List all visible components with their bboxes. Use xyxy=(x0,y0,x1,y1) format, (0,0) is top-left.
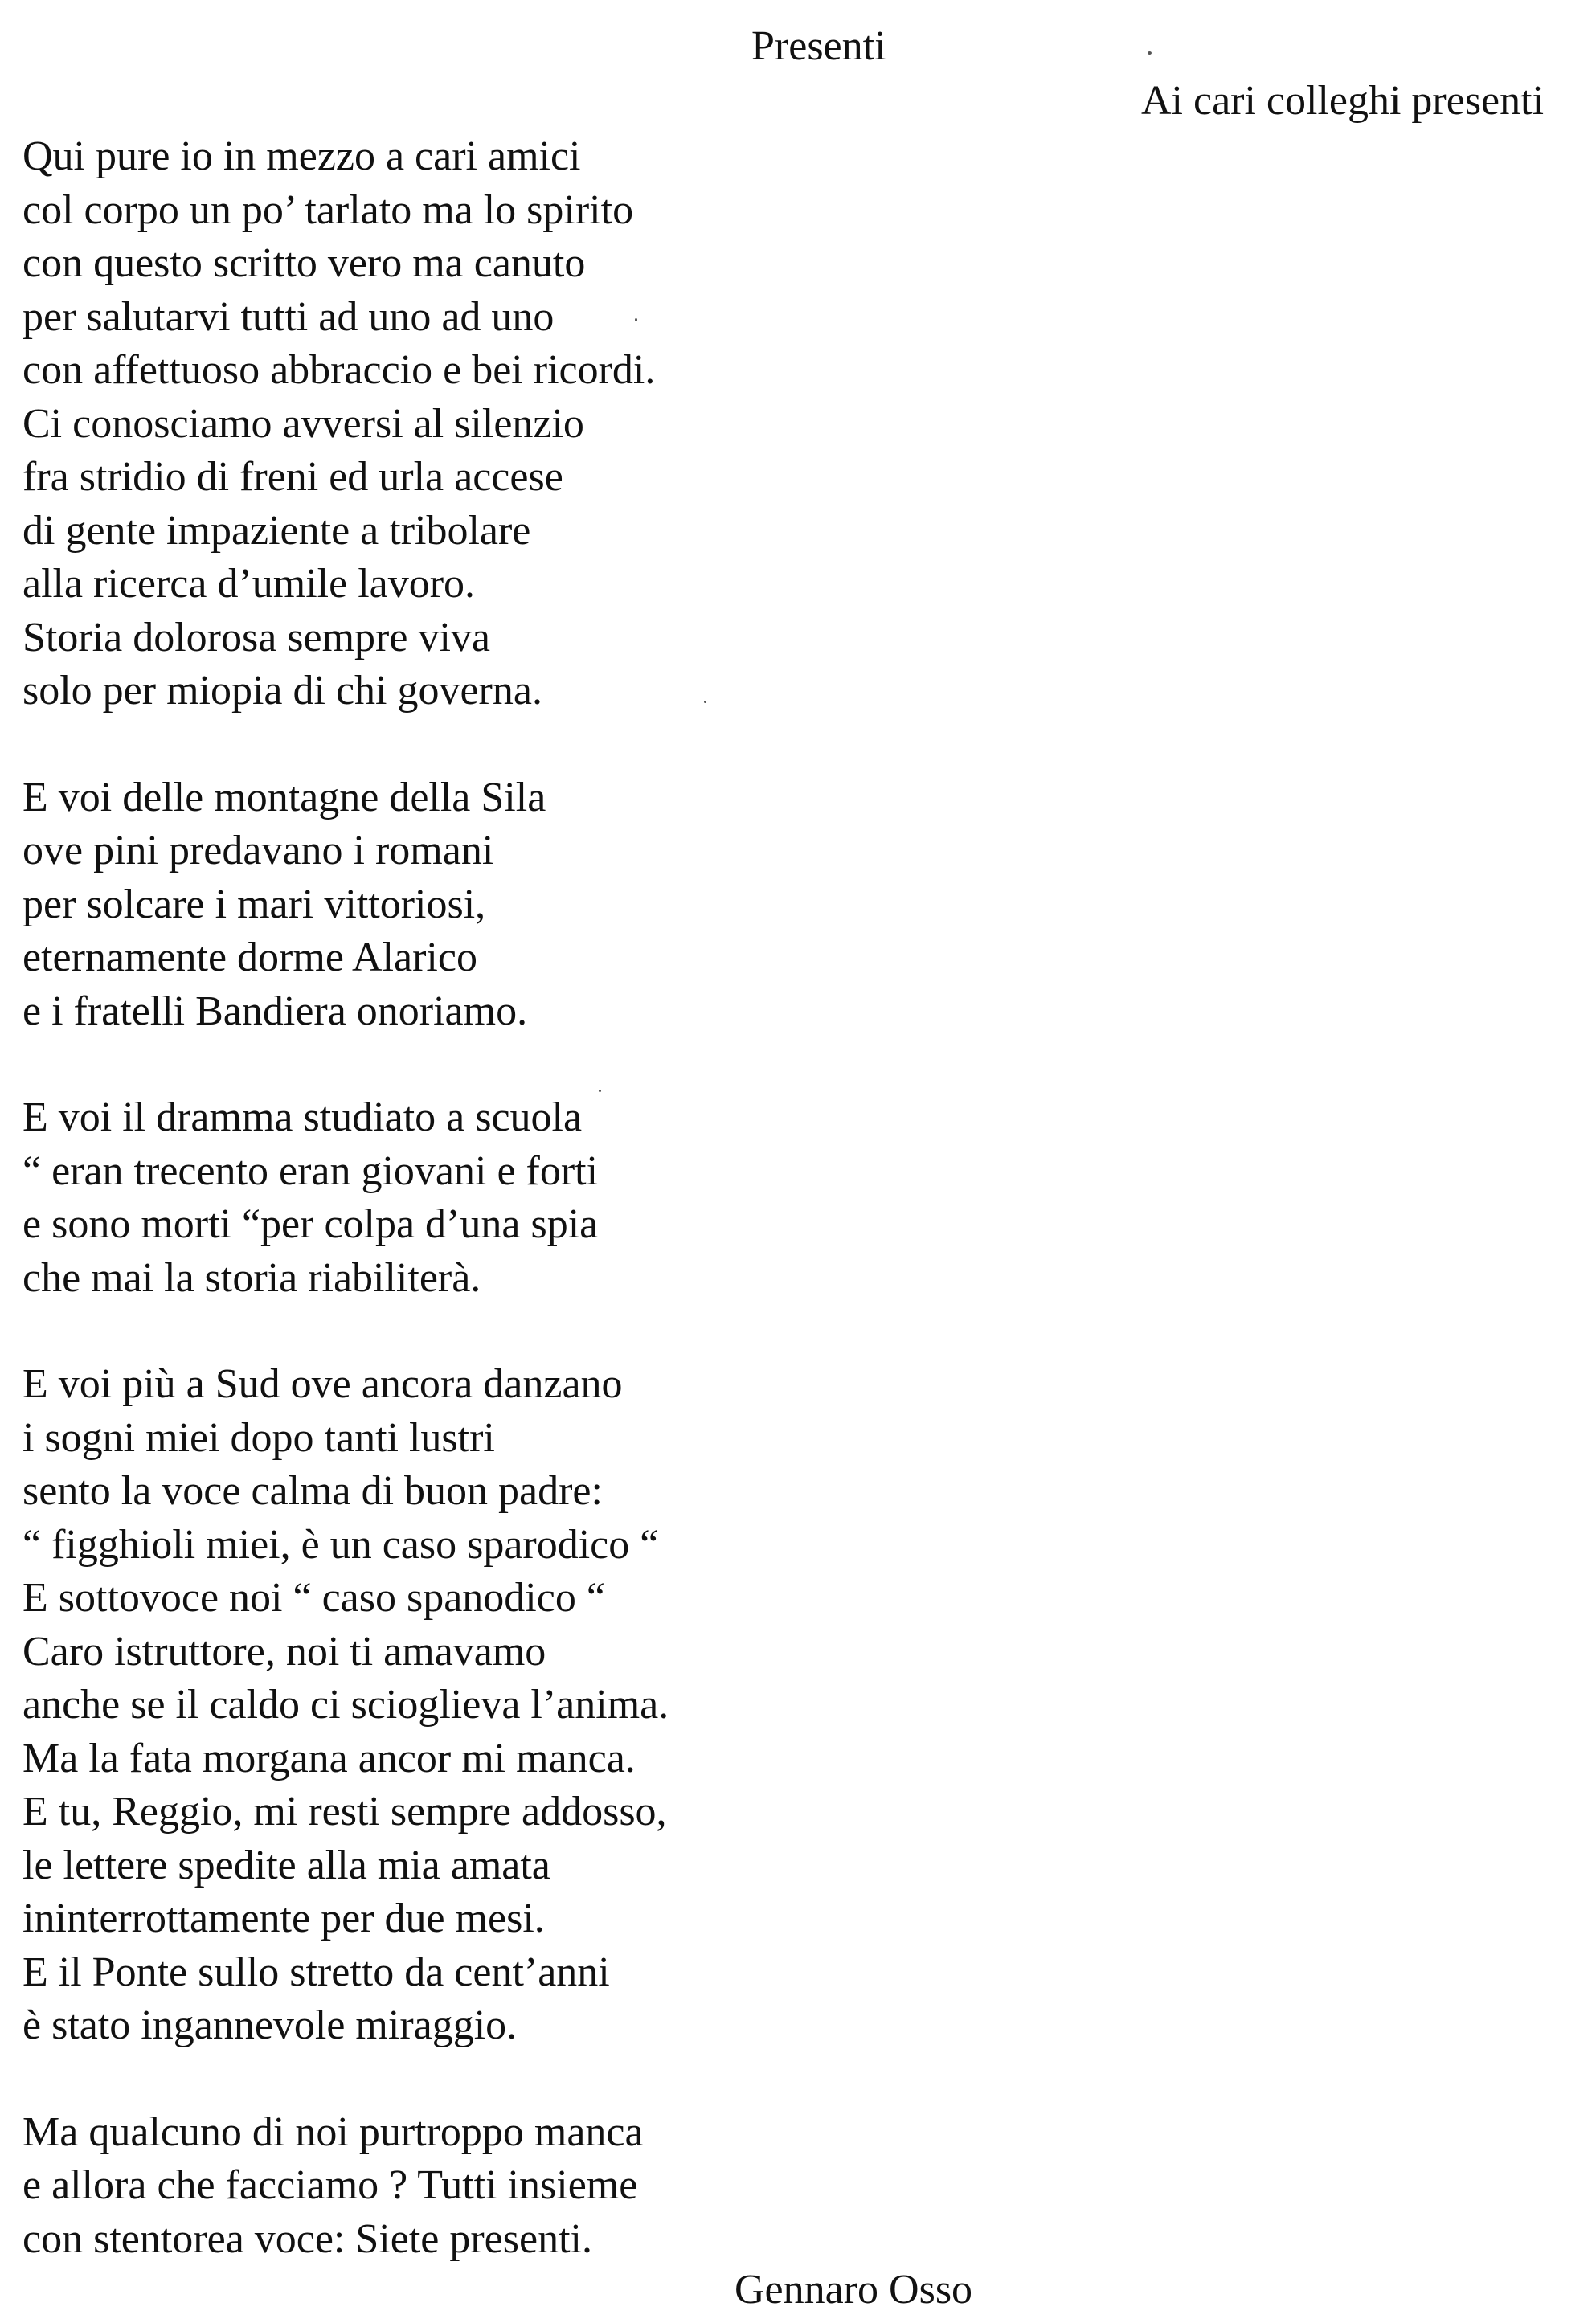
poem-line: e allora che facciamo ? Tutti insieme xyxy=(23,2162,638,2208)
poem-line: sento la voce calma di buon padre: xyxy=(23,1468,603,1514)
poem-line: di gente impaziente a tribolare xyxy=(23,507,531,554)
poem-line: ininterrottamente per due mesi. xyxy=(23,1896,545,1941)
poem-line: le lettere spedite alla mia amata xyxy=(23,1842,550,1888)
poem-line: E voi delle montagne della Sila xyxy=(23,774,546,820)
poem-line: Caro istruttore, noi ti amavamo xyxy=(23,1628,546,1675)
poem-line: i sogni miei dopo tanti lustri xyxy=(23,1414,495,1461)
poem-line: alla ricerca d’umile lavoro. xyxy=(23,561,476,607)
poem-line: “ eran trecento eran giovani e forti xyxy=(23,1147,599,1194)
poem-stanza xyxy=(23,771,669,1039)
poem-line: Qui pure io in mezzo a cari amici xyxy=(23,133,581,179)
poem-line: con affettuoso abbraccio e bei ricordi. xyxy=(23,347,656,393)
poem-line: con questo scritto vero ma canuto xyxy=(23,240,586,286)
poem-line: e i fratelli Bandiera onoriamo. xyxy=(23,988,528,1034)
poem-body xyxy=(23,130,669,2266)
scan-speck xyxy=(1148,51,1152,55)
poem-stanza xyxy=(23,130,669,718)
poem-line: “ figghioli miei, è un caso sparodico “ xyxy=(23,1521,659,1568)
poem-line: E il Ponte sullo stretto da cent’anni xyxy=(23,1949,610,1995)
poem-dedication: Ai cari colleghi presenti xyxy=(1141,78,1545,124)
scan-speck xyxy=(599,1090,601,1092)
poem-line: e sono morti “per colpa d’una spia xyxy=(23,1201,599,1247)
poem-line: E tu, Reggio, mi resti sempre addosso, xyxy=(23,1789,667,1834)
poem-line: Ma qualcuno di noi purtroppo manca xyxy=(23,2108,644,2155)
poem-title: Presenti xyxy=(751,23,886,69)
poem-line: che mai la storia riabiliterà. xyxy=(23,1254,481,1301)
scan-speck xyxy=(635,318,637,321)
poem-line: E voi il dramma studiato a scuola xyxy=(23,1094,583,1140)
poem-stanza xyxy=(23,2106,669,2267)
poem-stanza xyxy=(23,1358,669,2053)
poem-line: per salutarvi tutti ad uno ad uno xyxy=(23,293,555,340)
poem-line: eternamente dorme Alarico xyxy=(23,935,477,980)
scan-speck xyxy=(704,701,706,703)
poem-line: E voi più a Sud ove ancora danzano xyxy=(23,1361,623,1407)
poem-line: col corpo un po’ tarlato ma lo spirito xyxy=(23,186,634,233)
poem-line: anche se il caldo ci scioglieva l’anima. xyxy=(23,1682,669,1728)
poem-line: con stentorea voce: Siete presenti. xyxy=(23,2215,592,2262)
poem-line: Ma la fata morgana ancor mi manca. xyxy=(23,1735,636,1781)
poem-line: Ci conosciamo avversi al silenzio xyxy=(23,400,584,447)
poem-line: E sottovoce noi “ caso spanodico “ xyxy=(23,1575,605,1621)
poem-line: Storia dolorosa sempre viva xyxy=(23,614,490,661)
poem-stanza xyxy=(23,1091,669,1305)
author-signature: Gennaro Osso xyxy=(735,2267,973,2313)
poem-line: per solcare i mari vittoriosi, xyxy=(23,881,486,927)
poem-line: fra stridio di freni ed urla accese xyxy=(23,454,563,500)
poem-line: solo per miopia di chi governa. xyxy=(23,668,542,714)
poem-line: ove pini predavano i romani xyxy=(23,828,494,873)
poem-line: è stato ingannevole miraggio. xyxy=(23,2002,518,2048)
